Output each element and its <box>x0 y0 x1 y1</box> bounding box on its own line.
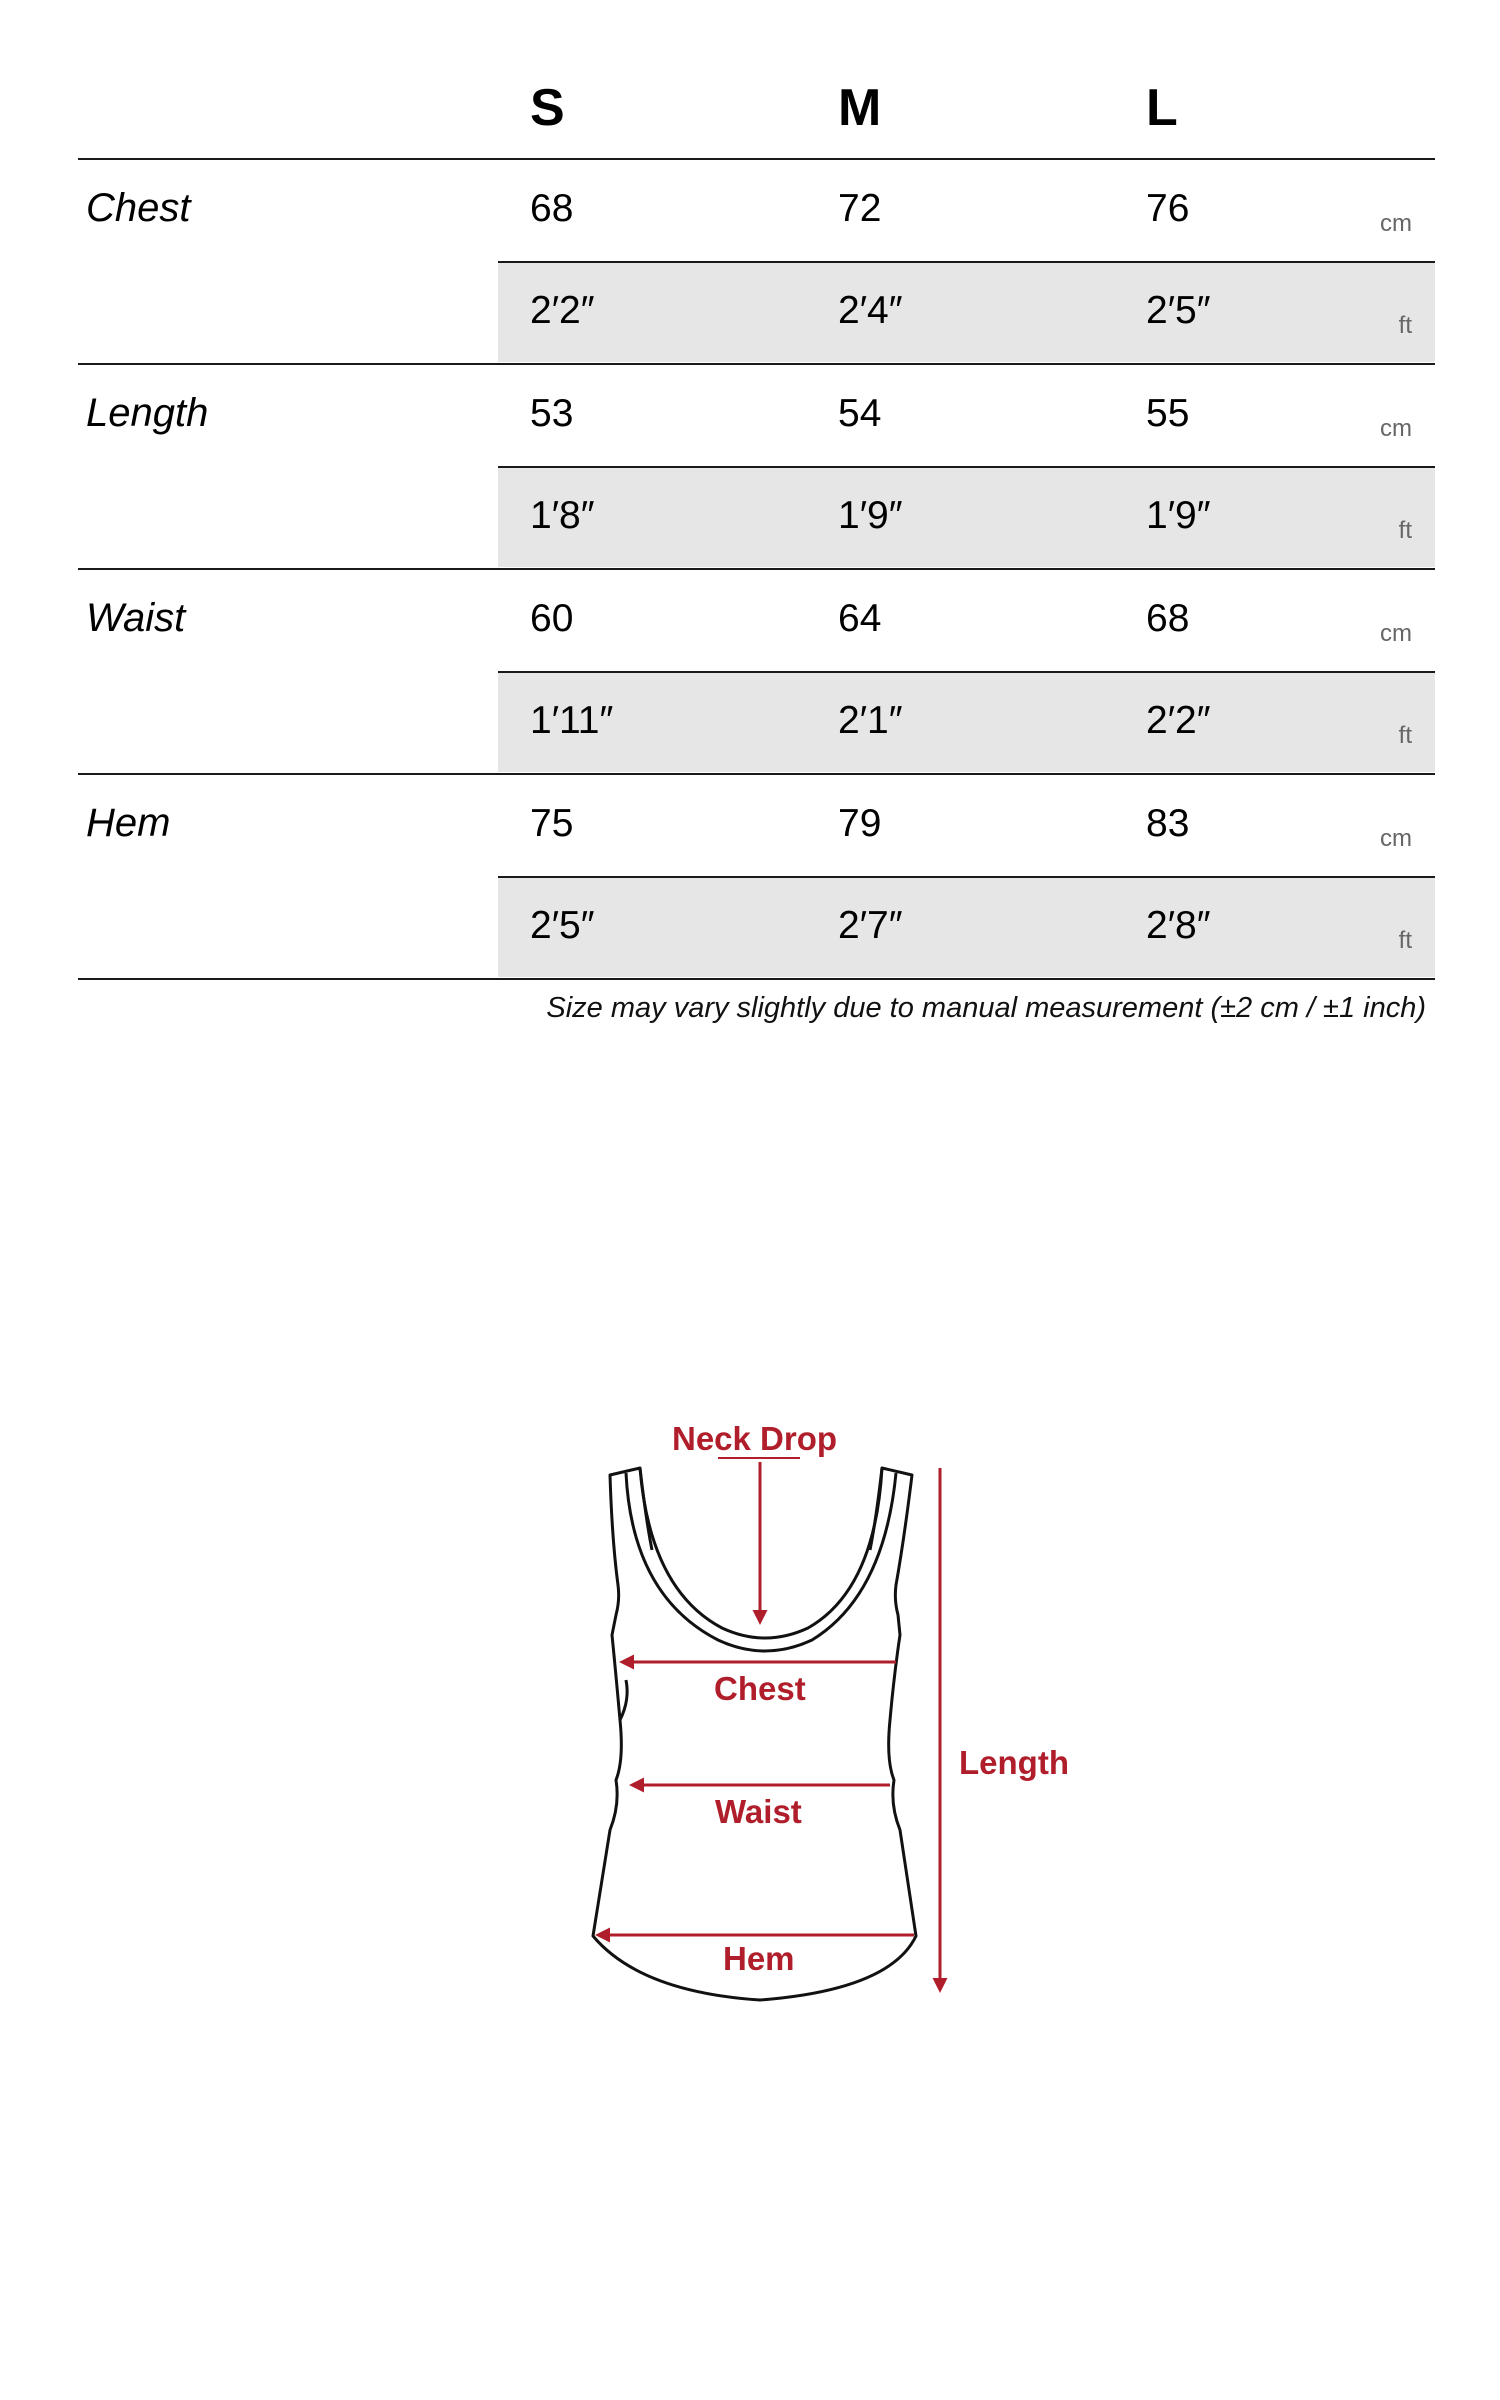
unit-ft: ft <box>1398 312 1412 339</box>
tank-top-illustration <box>560 1400 1100 2030</box>
row-shade-waist-ft <box>498 672 1435 772</box>
section-divider <box>78 568 1435 570</box>
section-divider <box>78 363 1435 365</box>
cell-chest-m-ft: 2′4″ <box>838 289 903 332</box>
row-label-length: Length <box>86 391 209 435</box>
cell-waist-l-ft: 2′2″ <box>1146 699 1211 742</box>
cell-hem-m-cm: 79 <box>838 802 882 845</box>
unit-cm: cm <box>1380 210 1412 237</box>
row-shade-chest-ft <box>498 262 1435 362</box>
row-label-waist: Waist <box>86 596 186 640</box>
cell-chest-l-ft: 2′5″ <box>1146 289 1211 332</box>
row-label-hem: Hem <box>86 801 171 845</box>
cell-waist-s-cm: 60 <box>530 597 574 640</box>
measurement-diagram <box>560 1400 1100 2030</box>
measurement-note: Size may vary slightly due to manual measurement (±2 cm / ±1 inch) <box>546 992 1426 1024</box>
row-divider <box>498 876 1435 878</box>
cell-chest-s-ft: 2′2″ <box>530 289 595 332</box>
size-header-l: L <box>1146 79 1178 137</box>
cell-hem-l-ft: 2′8″ <box>1146 904 1211 947</box>
unit-ft: ft <box>1398 517 1412 544</box>
cell-waist-s-ft: 1′11″ <box>530 699 614 742</box>
cell-waist-m-ft: 2′1″ <box>838 699 903 742</box>
row-label-chest: Chest <box>86 186 191 230</box>
cell-chest-m-cm: 72 <box>838 187 882 230</box>
size-header-s: S <box>530 79 565 137</box>
cell-hem-l-cm: 83 <box>1146 802 1190 845</box>
cell-length-s-cm: 53 <box>530 392 574 435</box>
length-label: Length <box>959 1744 1069 1781</box>
cell-hem-s-cm: 75 <box>530 802 574 845</box>
row-divider <box>498 261 1435 263</box>
waist-label: Waist <box>715 1793 802 1830</box>
section-divider <box>78 773 1435 775</box>
row-divider <box>498 466 1435 468</box>
row-shade-length-ft <box>498 467 1435 567</box>
unit-cm: cm <box>1380 415 1412 442</box>
cell-waist-m-cm: 64 <box>838 597 882 640</box>
cell-chest-s-cm: 68 <box>530 187 574 230</box>
header-divider <box>78 158 1435 160</box>
unit-ft: ft <box>1398 927 1412 954</box>
cell-chest-l-cm: 76 <box>1146 187 1190 230</box>
size-header-m: M <box>838 79 882 137</box>
row-divider <box>498 671 1435 673</box>
tank-top-outline <box>593 1468 916 2000</box>
cell-hem-s-ft: 2′5″ <box>530 904 595 947</box>
chest-label: Chest <box>714 1670 806 1707</box>
unit-cm: cm <box>1380 620 1412 647</box>
cell-length-m-cm: 54 <box>838 392 882 435</box>
cell-length-s-ft: 1′8″ <box>530 494 595 537</box>
neck-drop-label: Neck Drop <box>672 1420 838 1457</box>
table-bottom-rule <box>78 978 1435 980</box>
cell-length-l-cm: 55 <box>1146 392 1190 435</box>
cell-length-m-ft: 1′9″ <box>838 494 903 537</box>
unit-ft: ft <box>1398 722 1412 749</box>
cell-length-l-ft: 1′9″ <box>1146 494 1211 537</box>
cell-waist-l-cm: 68 <box>1146 597 1190 640</box>
cell-hem-m-ft: 2′7″ <box>838 904 903 947</box>
hem-label: Hem <box>723 1940 795 1977</box>
row-shade-hem-ft <box>498 877 1435 977</box>
unit-cm: cm <box>1380 825 1412 852</box>
